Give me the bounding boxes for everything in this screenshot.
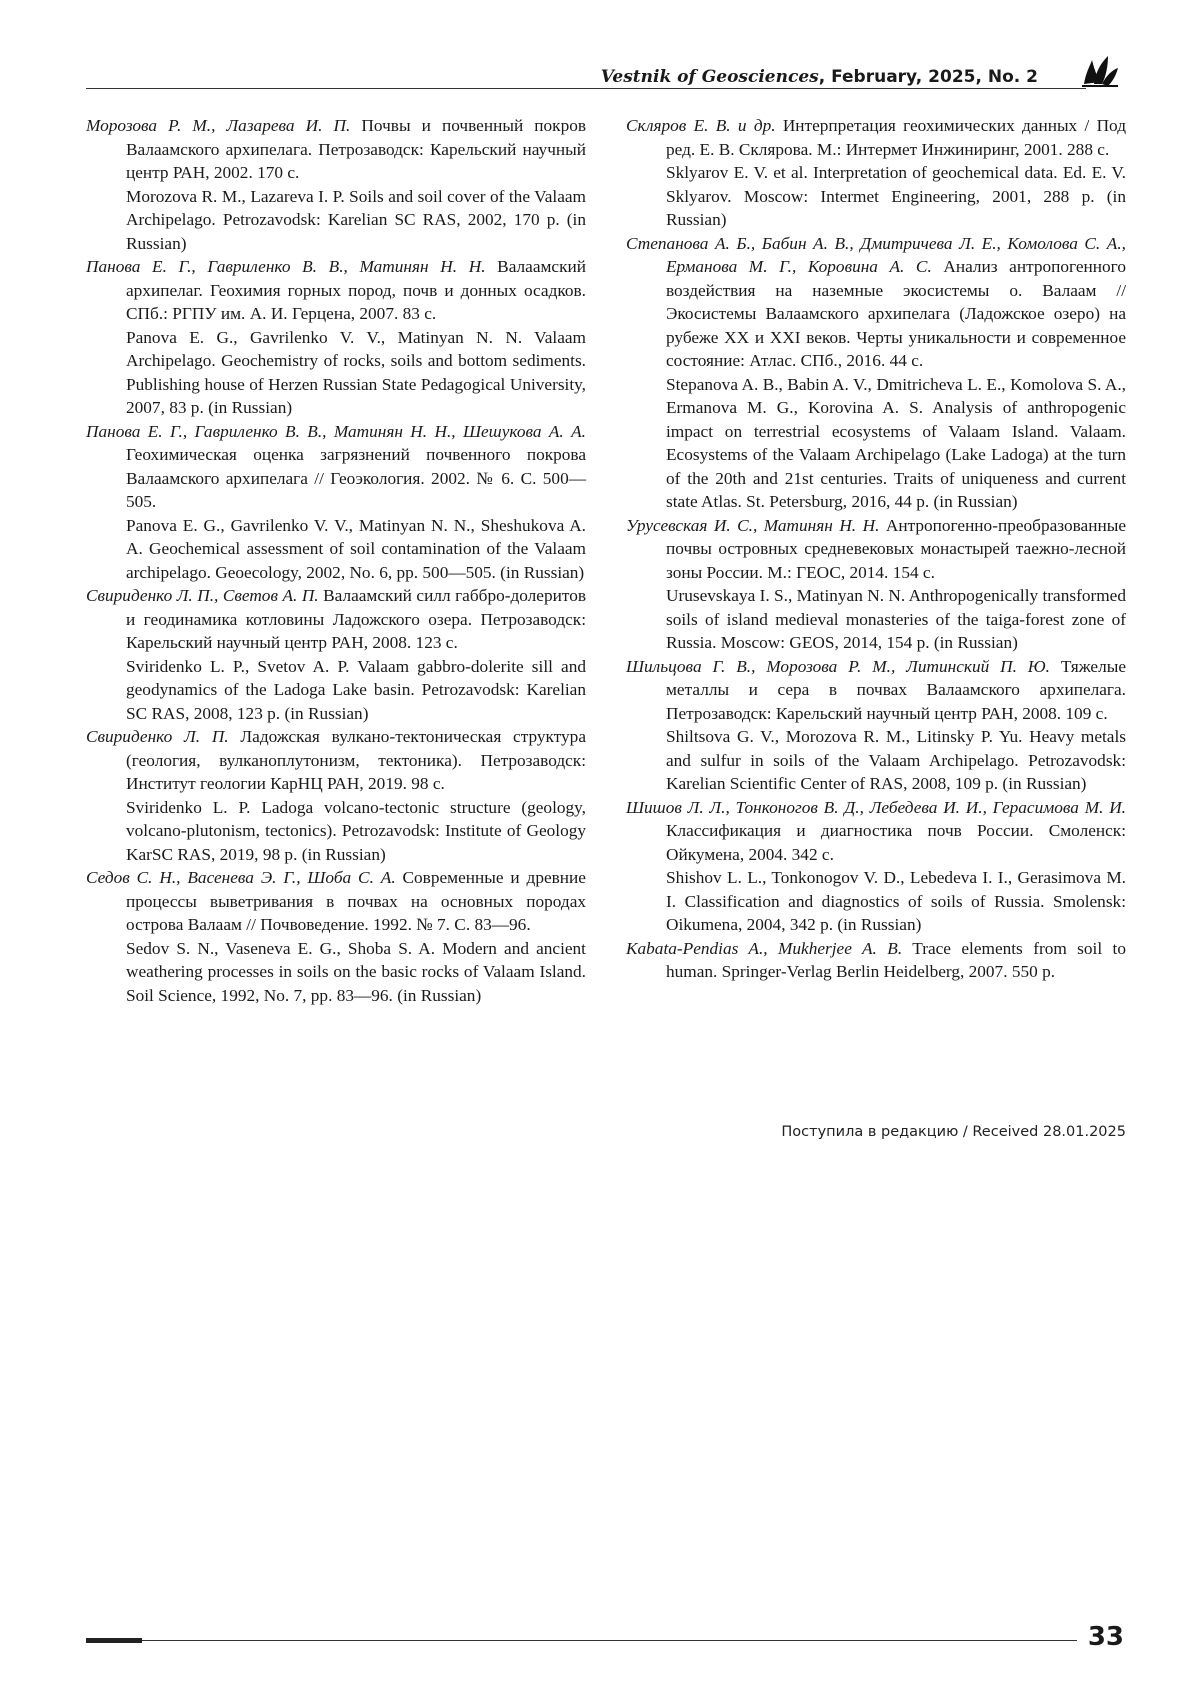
reference-text-en: Panova E. G., Gavrilenko V. V., Matinyan N. N. Valaam Archipelago. Geochemistry of rocks, soils and bottom sediments. Publishing house of Herzen Russian State Pedagogical University, 2007, 83 p. (in Russian) xyxy=(126,326,586,420)
reference-text-ru: Современные и древние процессы выветривания в почвах на основных породах острова Валаам // Почвоведение. 1992. № 7. С. 83—96. xyxy=(126,868,586,934)
reference-text-ru: Валаамский архипелаг. Геохимия горных пород, почв и донных осадков. СПб.: РГПУ им. А. И. Герцена, 2007. 83 с. xyxy=(126,257,586,323)
reference-authors: Панова Е. Г., Гавриленко В. В., Матинян Н. Н., Шешукова А. А. xyxy=(86,422,586,441)
leaf-logo-icon xyxy=(1080,54,1120,88)
reference-text-ru: Валаамский силл габбро-долеритов и геодинамика котловины Ладожского озера. Петрозаводск: Карельский научный центр РАН, 2008. 123 с. xyxy=(126,586,586,652)
reference-text-ru: Почвы и почвенный покров Валаамского архипелага. Петрозаводск: Карельский научный центр РАН, 2002. 170 с. xyxy=(126,116,586,182)
reference-entry xyxy=(86,866,586,1007)
reference-text-en: Shishov L. L., Tonkonogov V. D., Lebedeva I. I., Gerasimova M. I. Classification and diagnostics of soils of Russia. Smolensk: Oikumena, 2004, 342 p. (in Russian) xyxy=(666,866,1126,937)
reference-text-ru: Тяжелые металлы и сера в почвах Валаамского архипелага. Петрозаводск: Карельский научный центр РАН, 2008. 109 с. xyxy=(666,657,1126,723)
reference-entry xyxy=(626,114,1126,232)
references-right-column xyxy=(626,114,1126,984)
reference-authors: Морозова Р. М., Лазарева И. П. xyxy=(86,116,350,135)
reference-text-ru: Ладожская вулкано-тектоническая структура (геология, вулканоплутонизм, тектоника). Петрозаводск: Институт геологии КарНЦ РАН, 2019. 98 с. xyxy=(126,727,586,793)
reference-entry xyxy=(626,937,1126,984)
reference-entry xyxy=(86,584,586,725)
issue-info: , February, 2025, No. 2 xyxy=(819,67,1038,87)
reference-text-ru: Антропогенно-преобразованные почвы островных средневековых монастырей таежно-лесной зоны России. М.: ГЕОС, 2014. 154 с. xyxy=(666,516,1126,582)
reference-authors: Панова Е. Г., Гавриленко В. В., Матинян Н. Н. xyxy=(86,257,486,276)
reference-authors: Урусевская И. С., Матинян Н. Н. xyxy=(626,516,879,535)
header-divider xyxy=(86,88,1086,89)
reference-authors: Седов С. Н., Васенева Э. Г., Шоба С. А. xyxy=(86,868,396,887)
reference-text-en: Sviridenko L. P., Svetov A. P. Valaam gabbro-dolerite sill and geodynamics of the Ladoga Lake basin. Petrozavodsk: Karelian SC RAS, 2008, 123 p. (in Russian) xyxy=(126,655,586,726)
reference-entry xyxy=(86,725,586,866)
reference-entry xyxy=(626,796,1126,937)
reference-text-ru: Trace elements from soil to human. Springer-Verlag Berlin Heidelberg, 2007. 550 p. xyxy=(666,939,1126,982)
footer-divider xyxy=(142,1640,1077,1641)
reference-text-ru: Анализ антропогенного воздействия на наземные экосистемы о. Валаам // Экосистемы Валаамского архипелага (Ладожское озеро) на рубеже XX и XXI веков. Черты уникальности и современное состояние: Атлас. СПб., 2016. 44 с. xyxy=(666,257,1126,370)
reference-authors: Свириденко Л. П., Светов А. П. xyxy=(86,586,319,605)
reference-text-en: Shiltsova G. V., Morozova R. M., Litinsky P. Yu. Heavy metals and sulfur in soils of the Valaam Archipelago. Petrozavodsk: Karelian Scientific Center of RAS, 2008, 109 p. (in Russian) xyxy=(666,725,1126,796)
reference-text-en: Stepanova A. B., Babin A. V., Dmitricheva L. E., Komolova S. A., Ermanova M. G., Korovina A. S. Analysis of anthropogenic impact on terrestrial ecosystems of Valaam Island. Valaam. Ecosystems of the Valaam Archipelago (Lake Ladoga) at the turn of the 20th and 21st centuries. Traits of uniqueness and current state Atlas. St. Petersburg, 2016, 44 p. (in Russian) xyxy=(666,373,1126,514)
page-number: 33 xyxy=(1088,1622,1124,1652)
reference-authors: Скляров Е. В. и др. xyxy=(626,116,776,135)
reference-text-ru: Геохимическая оценка загрязнений почвенного покрова Валаамского архипелага // Геоэкология. 2002. № 6. С. 500—505. xyxy=(126,445,586,511)
reference-authors: Kabata-Pendias A., Mukherjee A. B. xyxy=(626,939,902,958)
journal-line xyxy=(601,67,1038,87)
reference-authors: Свириденко Л. П. xyxy=(86,727,229,746)
reference-entry xyxy=(626,514,1126,655)
reference-text-en: Urusevskaya I. S., Matinyan N. N. Anthropogenically transformed soils of island medieval monasteries of the taiga-forest zone of Russia. Moscow: GEOS, 2014, 154 p. (in Russian) xyxy=(666,584,1126,655)
reference-entry xyxy=(626,655,1126,796)
reference-text-en: Sklyarov E. V. et al. Interpretation of geochemical data. Ed. E. V. Sklyarov. Moscow: Intermet Engineering, 2001, 288 p. (in Russian) xyxy=(666,161,1126,232)
reference-entry xyxy=(86,420,586,585)
journal-name: Vestnik of Geosciences xyxy=(601,67,819,87)
footer-accent-bar xyxy=(86,1638,142,1643)
received-date: Поступила в редакцию / Received 28.01.2025 xyxy=(781,1124,1126,1140)
reference-entry xyxy=(86,114,586,255)
reference-text-en: Sviridenko L. P. Ladoga volcano-tectonic structure (geology, volcano-plutonism, tectonics). Petrozavodsk: Institute of Geology KarSC RAS, 2019, 98 p. (in Russian) xyxy=(126,796,586,867)
reference-text-en: Sedov S. N., Vaseneva E. G., Shoba S. A. Modern and ancient weathering processes in soils on the basic rocks of Valaam Island. Soil Science, 1992, No. 7, pp. 83—96. (in Russian) xyxy=(126,937,586,1008)
reference-text-en: Panova E. G., Gavrilenko V. V., Matinyan N. N., Sheshukova A. A. Geochemical assessment of soil contamination of the Valaam archipelago. Geoecology, 2002, No. 6, pp. 500—505. (in Russian) xyxy=(126,514,586,585)
reference-entry xyxy=(626,232,1126,514)
reference-authors: Степанова А. Б., Бабин А. В., Дмитричева Л. Е., Комолова С. А., Ерманова М. Г., Коровина А. С. xyxy=(626,234,1126,277)
reference-text-en: Morozova R. M., Lazareva I. P. Soils and soil cover of the Valaam Archipelago. Petrozavodsk: Karelian SC RAS, 2002, 170 p. (in Russian) xyxy=(126,185,586,256)
reference-entry xyxy=(86,255,586,420)
reference-text-ru: Классификация и диагностика почв России. Смоленск: Ойкумена, 2004. 342 с. xyxy=(666,821,1126,864)
references-left-column xyxy=(86,114,586,1007)
reference-authors: Шильцова Г. В., Морозова Р. М., Литинский П. Ю. xyxy=(626,657,1050,676)
reference-text-ru: Интерпретация геохимических данных / Под ред. Е. В. Склярова. М.: Интермет Инжиниринг, 2001. 288 с. xyxy=(666,116,1126,159)
reference-authors: Шишов Л. Л., Тонконогов В. Д., Лебедева И. И., Герасимова М. И. xyxy=(626,798,1126,817)
